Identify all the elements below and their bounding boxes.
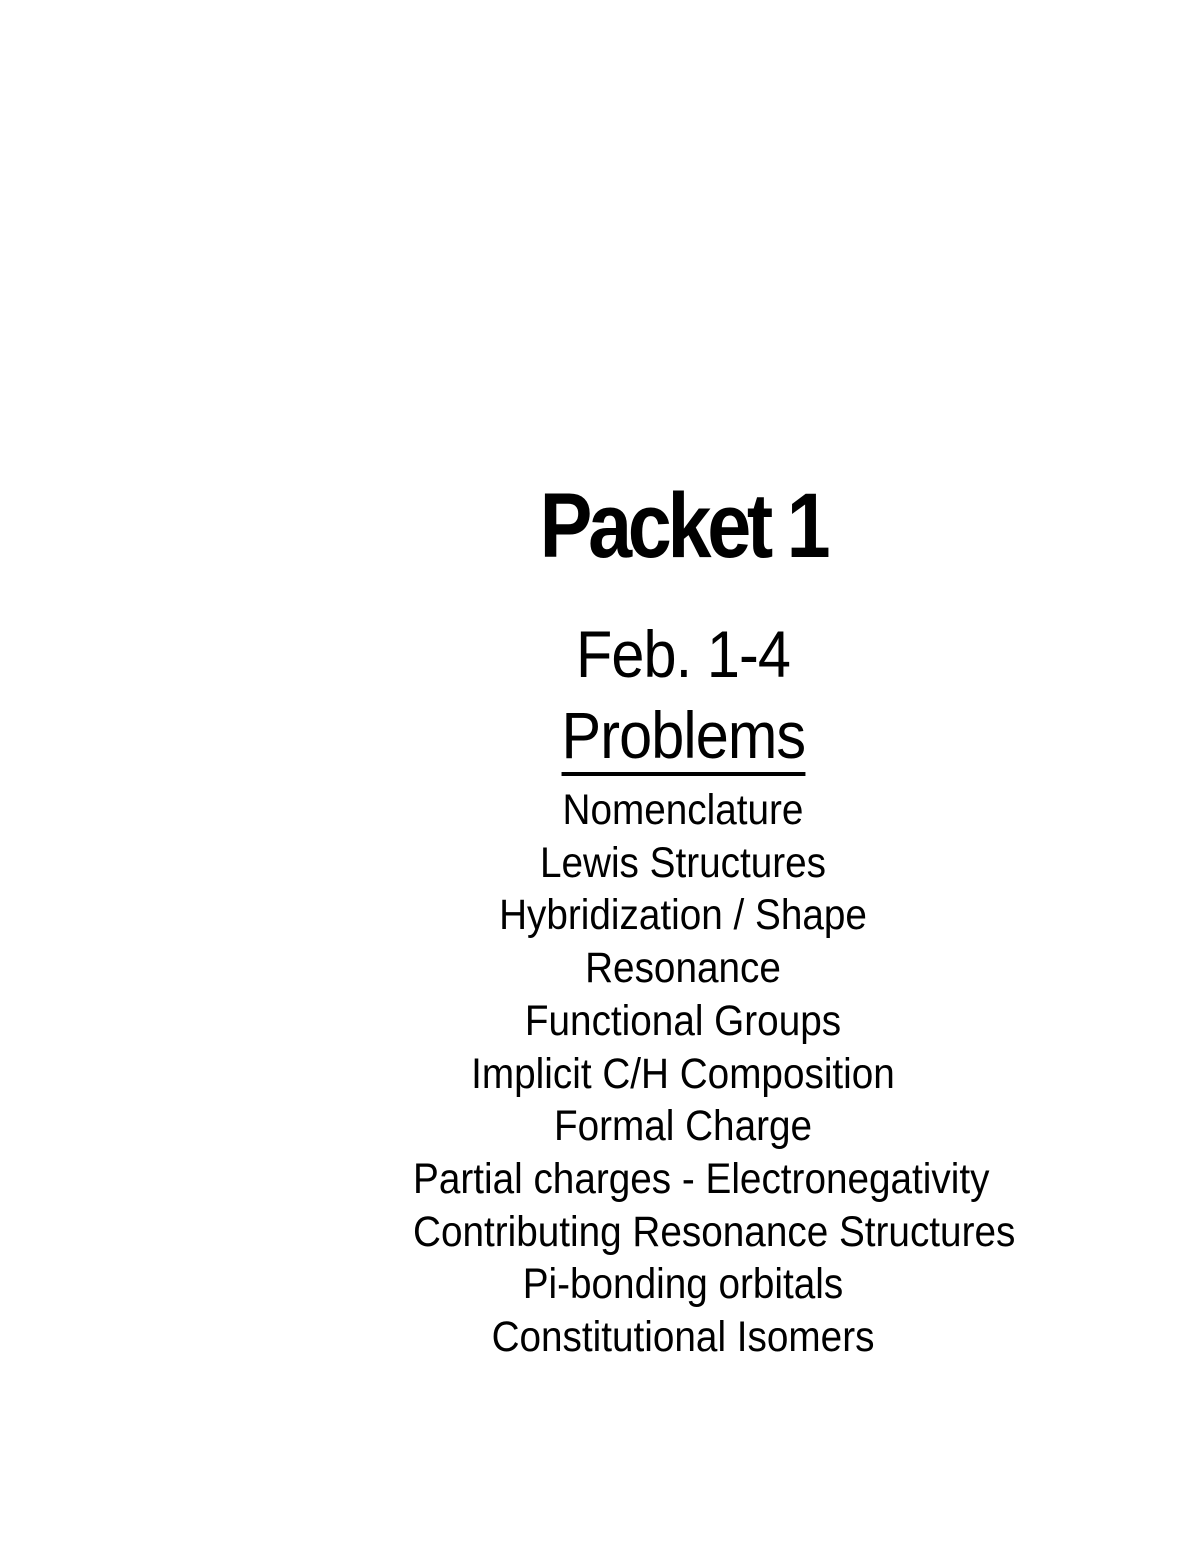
topic-item: Contributing Resonance Structures bbox=[413, 1207, 1016, 1256]
topic-item: Constitutional Isomers bbox=[491, 1313, 875, 1362]
topic-item: Hybridization / Shape bbox=[499, 891, 867, 940]
topic-item: Implicit C/H Composition bbox=[471, 1049, 895, 1098]
topic-item: Formal Charge bbox=[553, 1102, 813, 1151]
heading-wrapper bbox=[383, 690, 983, 776]
topic-item: Partial charges - Electronegativity bbox=[413, 1154, 990, 1203]
topic-item: Resonance bbox=[585, 944, 781, 993]
problems-heading: Problems bbox=[561, 700, 805, 776]
cover-content bbox=[383, 475, 1016, 1364]
topic-list bbox=[383, 784, 1016, 1364]
packet-title: Packet 1 bbox=[539, 475, 827, 577]
topic-item: Pi-bonding orbitals bbox=[522, 1260, 844, 1309]
date-range: Feb. 1-4 bbox=[575, 617, 791, 691]
topic-item: Functional Groups bbox=[524, 996, 842, 1045]
topic-item: Nomenclature bbox=[562, 786, 804, 834]
topic-item: Lewis Structures bbox=[539, 838, 827, 887]
